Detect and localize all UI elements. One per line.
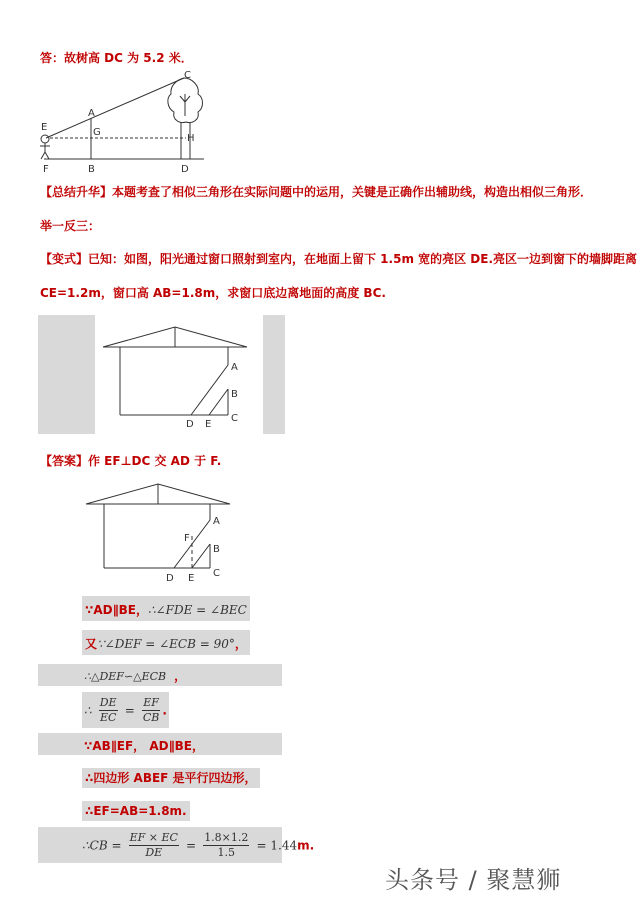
frac-numerator: EF bbox=[143, 696, 159, 709]
label-A: A bbox=[231, 362, 238, 373]
step-5: ∵AB∥EF， AD∥BE， bbox=[84, 739, 204, 753]
frac-denominator: DE bbox=[145, 846, 163, 859]
equals-sign: = bbox=[124, 703, 135, 718]
label-H: H bbox=[187, 133, 195, 144]
tree-figure bbox=[36, 66, 216, 178]
step-1 bbox=[82, 598, 250, 620]
frac-denominator: CB bbox=[142, 711, 160, 724]
frac-denominator: 1.5 bbox=[217, 846, 236, 859]
step-1-given: ∵AD∥BE， bbox=[85, 603, 148, 617]
step-6-text: ∴四边形 ABEF 是平行四边形， bbox=[82, 768, 260, 788]
step-2-math: ∵∠DEF = ∠ECB = 90° bbox=[97, 637, 235, 651]
label-C: C bbox=[213, 568, 220, 579]
variant-line-2: CE=1.2m，窗口高 AB=1.8m，求窗口底边离地面的高度 BC. bbox=[40, 286, 386, 300]
label-C: C bbox=[231, 413, 238, 424]
answer-line: 答：故树高 DC 为 5.2 米． bbox=[40, 51, 193, 65]
label-D: D bbox=[186, 419, 194, 430]
step-4 bbox=[82, 692, 169, 728]
cb-lhs: ∴CB = bbox=[82, 838, 122, 853]
answer-figure bbox=[82, 480, 242, 586]
figure-margin-right bbox=[263, 315, 285, 434]
label-B: B bbox=[213, 544, 220, 555]
step-7 bbox=[82, 799, 190, 821]
step-8 bbox=[82, 829, 314, 861]
label-E: E bbox=[41, 122, 48, 133]
fraction-ef-cb bbox=[142, 696, 161, 725]
frac-numerator: EF × EC bbox=[129, 831, 178, 844]
label-D: D bbox=[181, 164, 189, 175]
variant-line-1: 【变式】已知：如图，阳光通过窗口照射到室内，在地面上留下 1.5m 宽的亮区 DE.亮区一边到窗下的墙脚距离 bbox=[40, 252, 638, 266]
watermark: 头条号 / 聚慧狮 bbox=[385, 866, 562, 894]
step-2-prefix: 又 bbox=[85, 637, 98, 651]
label-C: C bbox=[184, 70, 191, 81]
step-6 bbox=[82, 766, 260, 788]
label-E: E bbox=[205, 419, 212, 430]
label-B: B bbox=[231, 389, 238, 400]
step-3-suffix: ， bbox=[174, 669, 187, 683]
equals-sign: = bbox=[186, 838, 197, 853]
label-E: E bbox=[188, 573, 195, 584]
fraction-ef-ec-de bbox=[129, 831, 179, 860]
label-G: G bbox=[93, 127, 101, 138]
label-D: D bbox=[166, 573, 174, 584]
answer-title: 【答案】作 EF⊥DC 交 AD 于 F. bbox=[40, 454, 222, 468]
result-unit: m. bbox=[297, 838, 315, 853]
label-B: B bbox=[88, 164, 95, 175]
therefore-symbol: ∴ bbox=[84, 703, 92, 718]
summary-text: 【总结升华】本题考查了相似三角形在实际问题中的运用，关键是正确作出辅助线，构造出相似三角形． bbox=[40, 185, 593, 199]
section-heading: 举一反三： bbox=[40, 219, 101, 233]
step-4-end: . bbox=[162, 703, 167, 718]
fraction-de-ec bbox=[99, 696, 118, 725]
label-F: F bbox=[43, 164, 49, 175]
step-2 bbox=[82, 632, 250, 654]
label-F: F bbox=[184, 533, 190, 544]
result-value: = 1.44 bbox=[256, 838, 298, 853]
label-A: A bbox=[88, 108, 95, 119]
figure-margin-left bbox=[38, 315, 95, 434]
step-1-math: ∴∠FDE = ∠BEC bbox=[147, 603, 247, 617]
window-figure bbox=[95, 315, 263, 434]
fraction-numeric bbox=[203, 831, 249, 860]
frac-numerator: DE bbox=[99, 696, 117, 709]
step-3 bbox=[84, 664, 186, 686]
label-A: A bbox=[213, 516, 220, 527]
frac-numerator: 1.8×1.2 bbox=[204, 831, 249, 844]
frac-denominator: EC bbox=[99, 711, 117, 724]
step-2-suffix: ， bbox=[234, 637, 247, 651]
step-3-math: ∴△DEF∽△ECB bbox=[84, 670, 167, 683]
step-7-text: ∴EF=AB=1.8m. bbox=[82, 801, 190, 821]
